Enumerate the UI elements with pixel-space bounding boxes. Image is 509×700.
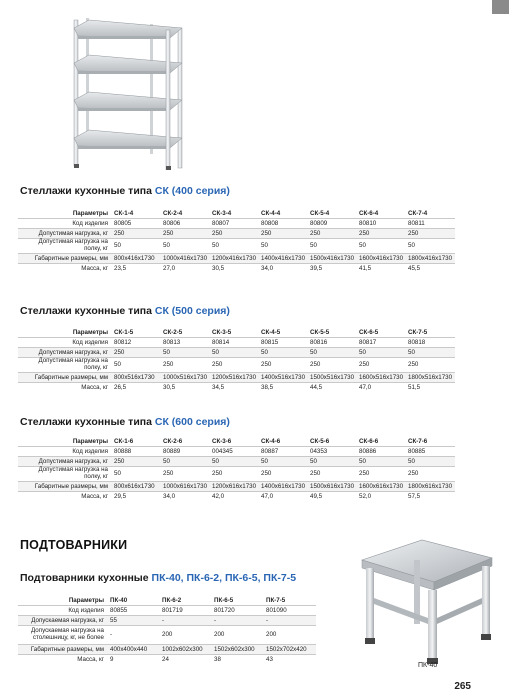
table-row bbox=[18, 254, 455, 264]
table-cell: 80808 bbox=[259, 219, 308, 229]
table-cell: 80816 bbox=[308, 338, 357, 348]
table-row bbox=[18, 358, 455, 373]
table-row bbox=[18, 219, 455, 229]
table-row bbox=[18, 492, 455, 502]
stands-heading: ПОДТОВАРНИКИ bbox=[20, 538, 128, 552]
table-cell: 1400x516x1730 bbox=[259, 373, 308, 383]
table-cell: 250 bbox=[210, 358, 259, 373]
table-cell: 50 bbox=[210, 457, 259, 467]
table-cell: 1400x416x1730 bbox=[259, 254, 308, 264]
table-cell: 1400x616x1730 bbox=[259, 482, 308, 492]
table-cell: 250 bbox=[259, 229, 308, 239]
table-cell: 1800x516x1730 bbox=[406, 373, 455, 383]
row-label: Допустимая нагрузка на полку, кг bbox=[18, 358, 112, 373]
stands-title: Подтоварники кухонные ПК-40, ПК-6-2, ПК-6-5, ПК-7-5 bbox=[20, 572, 297, 584]
rack-600-table bbox=[18, 437, 455, 501]
table-cell: 250 bbox=[406, 229, 455, 239]
header-cell: СК-7-4 bbox=[408, 209, 428, 217]
row-label: Допустимая нагрузка, кг bbox=[18, 229, 112, 239]
table-cell: 1200x516x1730 bbox=[210, 373, 259, 383]
row-label: Габаритные размеры, мм bbox=[18, 373, 112, 383]
table-row bbox=[18, 655, 316, 665]
table-cell: 250 bbox=[406, 358, 455, 373]
table-cell: 250 bbox=[259, 467, 308, 482]
table-cell: 29,5 bbox=[112, 492, 161, 502]
table-cell: 200 bbox=[264, 626, 316, 645]
table-cell: 250 bbox=[161, 358, 210, 373]
table-cell: 200 bbox=[160, 626, 212, 645]
table-cell: 200 bbox=[212, 626, 264, 645]
table-cell: 80885 bbox=[406, 447, 455, 457]
table-cell: 80810 bbox=[357, 219, 406, 229]
table-cell: 1800x616x1730 bbox=[406, 482, 455, 492]
table-cell: 50 bbox=[112, 239, 161, 254]
table-cell: 50 bbox=[161, 239, 210, 254]
header-cell: Параметры bbox=[72, 437, 108, 445]
header-cell: ПК-7-5 bbox=[266, 596, 286, 604]
table-cell: 24 bbox=[160, 655, 212, 665]
table-cell: - bbox=[212, 616, 264, 626]
header-cell: СК-2-4 bbox=[163, 209, 183, 217]
table-cell: 50 bbox=[112, 467, 161, 482]
table-cell: 1600x416x1730 bbox=[357, 254, 406, 264]
table-cell: 1000x616x1730 bbox=[161, 482, 210, 492]
table-cell: 50 bbox=[112, 358, 161, 373]
table-cell: 52,0 bbox=[357, 492, 406, 502]
table-cell: 1500x516x1730 bbox=[308, 373, 357, 383]
row-label: Масса, кг bbox=[18, 492, 112, 502]
table-cell: 1502x602x300 bbox=[212, 645, 264, 655]
table-row bbox=[18, 482, 455, 492]
table-cell: 27,0 bbox=[161, 264, 210, 274]
table-cell: 38 bbox=[212, 655, 264, 665]
table-cell: 34,0 bbox=[161, 492, 210, 502]
header-cell: ПК-6-2 bbox=[162, 596, 182, 604]
rack-400-title: Стеллажи кухонные типа СК (400 серия) bbox=[20, 185, 230, 197]
table-cell: 400x400x440 bbox=[108, 645, 160, 655]
table-cell: 800x516x1730 bbox=[112, 373, 161, 383]
table-cell: 80811 bbox=[406, 219, 455, 229]
header-cell: СК-2-6 bbox=[163, 437, 183, 445]
table-cell: 1200x416x1730 bbox=[210, 254, 259, 264]
table-cell: 1600x516x1730 bbox=[357, 373, 406, 383]
table-cell: - bbox=[160, 616, 212, 626]
table-cell: 1800x416x1730 bbox=[406, 254, 455, 264]
table-cell: 26,5 bbox=[112, 383, 161, 393]
row-label: Габаритные размеры, мм bbox=[18, 482, 112, 492]
row-label: Допускаемая нагрузка на столешницу, кг, не более bbox=[18, 626, 108, 645]
table-row bbox=[18, 457, 455, 467]
table-cell: 50 bbox=[406, 348, 455, 358]
row-label: Код изделия bbox=[18, 606, 108, 616]
page-number: 265 bbox=[454, 681, 471, 692]
rack-500-table bbox=[18, 328, 455, 392]
table-cell: 43 bbox=[264, 655, 316, 665]
table-cell: 250 bbox=[357, 358, 406, 373]
table-cell: 50 bbox=[406, 457, 455, 467]
table-cell: 801720 bbox=[212, 606, 264, 616]
table-cell: 57,5 bbox=[406, 492, 455, 502]
table-cell: 250 bbox=[112, 348, 161, 358]
table-cell: 30,5 bbox=[161, 383, 210, 393]
row-label: Масса, кг bbox=[18, 383, 112, 393]
header-cell: СК-1-6 bbox=[114, 437, 134, 445]
table-cell: 250 bbox=[357, 229, 406, 239]
header-cell: СК-6-5 bbox=[359, 328, 379, 336]
header-cell: СК-5-5 bbox=[310, 328, 330, 336]
table-cell: 1500x616x1730 bbox=[308, 482, 357, 492]
table-row bbox=[18, 264, 455, 274]
table-cell: 50 bbox=[308, 239, 357, 254]
table-cell: 50 bbox=[357, 457, 406, 467]
table-cell: 9 bbox=[108, 655, 160, 665]
table-cell: 250 bbox=[357, 467, 406, 482]
table-cell: 1502x702x420 bbox=[264, 645, 316, 655]
table-cell: 50 bbox=[161, 457, 210, 467]
table-cell: 80813 bbox=[161, 338, 210, 348]
table-cell: 38,5 bbox=[259, 383, 308, 393]
header-cell: СК-3-5 bbox=[212, 328, 232, 336]
header-cell: СК-5-4 bbox=[310, 209, 330, 217]
table-cell: 80818 bbox=[406, 338, 455, 348]
table-cell: 250 bbox=[259, 358, 308, 373]
header-cell: Параметры bbox=[68, 596, 104, 604]
table-cell: 004345 bbox=[210, 447, 259, 457]
header-cell: СК-1-5 bbox=[114, 328, 134, 336]
table-cell: 250 bbox=[210, 229, 259, 239]
rack-500-title: Стеллажи кухонные типа СК (500 серия) bbox=[20, 305, 230, 317]
table-cell: 50 bbox=[357, 239, 406, 254]
rack-400-table bbox=[18, 209, 455, 273]
table-cell: 80807 bbox=[210, 219, 259, 229]
table-cell: 50 bbox=[210, 239, 259, 254]
row-label: Код изделия bbox=[18, 219, 112, 229]
row-label: Допустимая нагрузка на полку, кг bbox=[18, 467, 112, 482]
table-cell: 80889 bbox=[161, 447, 210, 457]
header-cell: СК-6-4 bbox=[359, 209, 379, 217]
row-label: Код изделия bbox=[18, 338, 112, 348]
table-row bbox=[18, 606, 316, 616]
table-cell: 50 bbox=[308, 348, 357, 358]
table-header-row bbox=[18, 328, 455, 338]
table-cell: 800x416x1730 bbox=[112, 254, 161, 264]
table-cell: 47,0 bbox=[357, 383, 406, 393]
table-row bbox=[18, 626, 316, 645]
row-label: Масса, кг bbox=[18, 264, 112, 274]
table-row bbox=[18, 239, 455, 254]
table-cell: 250 bbox=[161, 467, 210, 482]
rack-600-title: Стеллажи кухонные типа СК (600 серия) bbox=[20, 416, 230, 428]
table-cell: 801719 bbox=[160, 606, 212, 616]
table-header-row bbox=[18, 437, 455, 447]
table-cell: 50 bbox=[210, 348, 259, 358]
table-row bbox=[18, 383, 455, 393]
table-cell: 50 bbox=[259, 457, 308, 467]
table-cell: 47,0 bbox=[259, 492, 308, 502]
stand-photo bbox=[352, 538, 502, 668]
table-cell: 1000x416x1730 bbox=[161, 254, 210, 264]
header-cell: СК-7-5 bbox=[408, 328, 428, 336]
table-cell: 80817 bbox=[357, 338, 406, 348]
table-cell: 50 bbox=[308, 457, 357, 467]
table-cell: 80888 bbox=[112, 447, 161, 457]
row-label: Код изделия bbox=[18, 447, 112, 457]
table-cell: 1600x616x1730 bbox=[357, 482, 406, 492]
header-cell: СК-2-5 bbox=[163, 328, 183, 336]
table-cell: 250 bbox=[210, 467, 259, 482]
stand-photo-caption: ПК-40 bbox=[418, 662, 438, 669]
table-cell: 80805 bbox=[112, 219, 161, 229]
table-cell: 41,5 bbox=[357, 264, 406, 274]
table-header-row bbox=[18, 209, 455, 219]
table-cell: 250 bbox=[308, 358, 357, 373]
table-cell: 1500x416x1730 bbox=[308, 254, 357, 264]
header-cell: ПК-40 bbox=[110, 596, 128, 604]
table-cell: 34,0 bbox=[259, 264, 308, 274]
table-cell: - bbox=[108, 626, 160, 645]
page-corner-tab bbox=[492, 0, 509, 14]
table-row bbox=[18, 616, 316, 626]
stands-table bbox=[18, 596, 316, 664]
header-cell: ПК-6-5 bbox=[214, 596, 234, 604]
table-cell: 30,5 bbox=[210, 264, 259, 274]
table-cell: 23,5 bbox=[112, 264, 161, 274]
table-cell: 1000x516x1730 bbox=[161, 373, 210, 383]
table-row bbox=[18, 467, 455, 482]
table-cell: 50 bbox=[259, 239, 308, 254]
header-cell: СК-5-6 bbox=[310, 437, 330, 445]
rack-photo bbox=[62, 18, 200, 170]
table-cell: 1200x616x1730 bbox=[210, 482, 259, 492]
header-cell: СК-4-6 bbox=[261, 437, 281, 445]
header-cell: Параметры bbox=[72, 328, 108, 336]
table-cell: 80815 bbox=[259, 338, 308, 348]
table-cell: 44,5 bbox=[308, 383, 357, 393]
table-cell: 50 bbox=[357, 348, 406, 358]
header-cell: СК-4-5 bbox=[261, 328, 281, 336]
table-cell: 80887 bbox=[259, 447, 308, 457]
table-row bbox=[18, 348, 455, 358]
table-cell: 1002x602x300 bbox=[160, 645, 212, 655]
table-cell: 39,5 bbox=[308, 264, 357, 274]
table-cell: 801090 bbox=[264, 606, 316, 616]
row-label: Допустимая нагрузка на полку, кг bbox=[18, 239, 112, 254]
header-cell: СК-3-6 bbox=[212, 437, 232, 445]
table-cell: 80814 bbox=[210, 338, 259, 348]
table-header-row bbox=[18, 596, 316, 606]
row-label: Допустимая нагрузка, кг bbox=[18, 348, 112, 358]
table-cell: 80886 bbox=[357, 447, 406, 457]
table-cell: 50 bbox=[161, 348, 210, 358]
table-cell: 250 bbox=[112, 229, 161, 239]
row-label: Масса, кг bbox=[18, 655, 108, 665]
table-cell: 50 bbox=[406, 239, 455, 254]
header-cell: СК-7-6 bbox=[408, 437, 428, 445]
table-row bbox=[18, 338, 455, 348]
header-cell: СК-3-4 bbox=[212, 209, 232, 217]
row-label: Допустимая нагрузка, кг bbox=[18, 457, 112, 467]
table-cell: 250 bbox=[308, 229, 357, 239]
table-cell: 50 bbox=[259, 348, 308, 358]
table-cell: 04353 bbox=[308, 447, 357, 457]
table-row bbox=[18, 229, 455, 239]
table-cell: 49,5 bbox=[308, 492, 357, 502]
table-cell: - bbox=[264, 616, 316, 626]
table-cell: 45,5 bbox=[406, 264, 455, 274]
row-label: Габаритные размеры, мм bbox=[18, 254, 112, 264]
table-cell: 250 bbox=[406, 467, 455, 482]
table-row bbox=[18, 645, 316, 655]
table-cell: 250 bbox=[161, 229, 210, 239]
table-cell: 42,0 bbox=[210, 492, 259, 502]
header-cell: СК-1-4 bbox=[114, 209, 134, 217]
table-cell: 250 bbox=[308, 467, 357, 482]
table-cell: 55 bbox=[108, 616, 160, 626]
table-cell: 250 bbox=[112, 457, 161, 467]
table-cell: 51,5 bbox=[406, 383, 455, 393]
table-cell: 80812 bbox=[112, 338, 161, 348]
header-cell: Параметры bbox=[72, 209, 108, 217]
table-cell: 80855 bbox=[108, 606, 160, 616]
table-cell: 80809 bbox=[308, 219, 357, 229]
row-label: Габаритные размеры, мм bbox=[18, 645, 108, 655]
table-row bbox=[18, 373, 455, 383]
header-cell: СК-4-4 bbox=[261, 209, 281, 217]
table-cell: 34,5 bbox=[210, 383, 259, 393]
table-cell: 800x616x1730 bbox=[112, 482, 161, 492]
table-cell: 80806 bbox=[161, 219, 210, 229]
header-cell: СК-6-6 bbox=[359, 437, 379, 445]
table-row bbox=[18, 447, 455, 457]
row-label: Допускаемая нагрузка, кг bbox=[18, 616, 108, 626]
